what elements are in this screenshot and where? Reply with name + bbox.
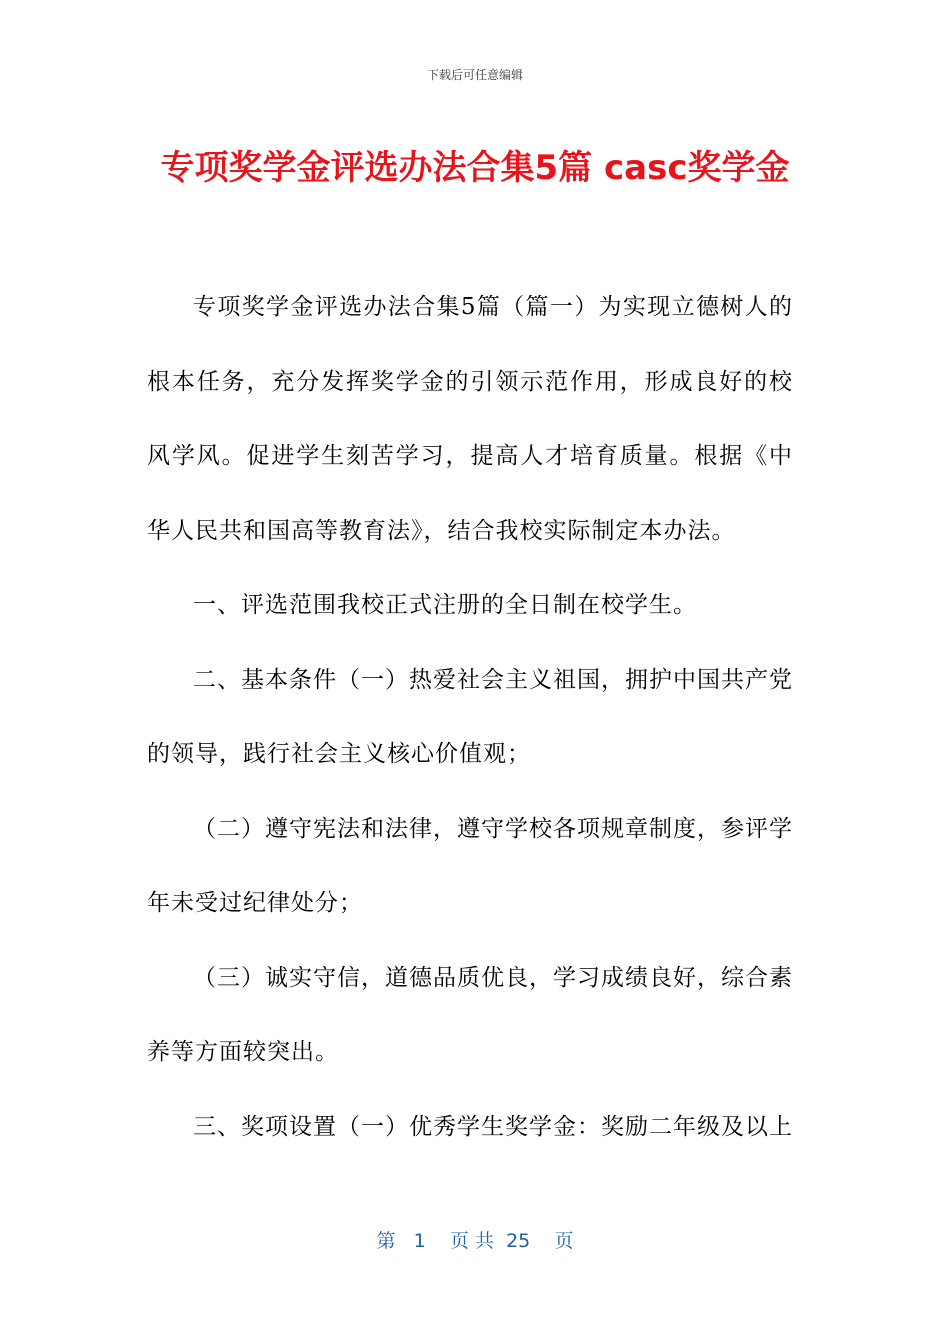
document-body (147, 270, 793, 1164)
footer-suffix: 页 (554, 1230, 574, 1252)
paragraph: 二、基本条件（一）热爱社会主义祖国，拥护中国共产党的领导，践行社会主义核心价值观； (147, 666, 793, 767)
page-footer (0, 1226, 950, 1253)
paragraph: （二）遵守宪法和法律，遵守学校各项规章制度，参评学年未受过纪律处分； (147, 815, 793, 916)
footer-middle: 页 共 (449, 1230, 494, 1252)
paragraph: 一、评选范围我校正式注册的全日制在校学生。 (193, 592, 697, 618)
paragraph: 三、奖项设置（一）优秀学生奖学金：奖励二年级及以上 (193, 1113, 793, 1140)
paragraph: 专项奖学金评选办法合集5篇（篇一）为实现立德树人的根本任务，充分发挥奖学金的引领示范作用，形成良好的校风学风。促进学生刻苦学习，提高人才培育质量。根据《中华人民共和国高等教育法》，结合我校实际制定本办法。 (147, 294, 793, 544)
footer-prefix: 第 (376, 1230, 396, 1252)
paragraph: （三）诚实守信，道德品质优良，学习成绩良好，综合素养等方面较突出。 (147, 964, 793, 1065)
document-title: 专项奖学金评选办法合集5篇 casc奖学金 (160, 148, 790, 188)
current-page-number: 1 (413, 1230, 426, 1252)
total-pages-number: 25 (506, 1230, 531, 1252)
header-note: 下载后可任意编辑 (426, 68, 523, 82)
